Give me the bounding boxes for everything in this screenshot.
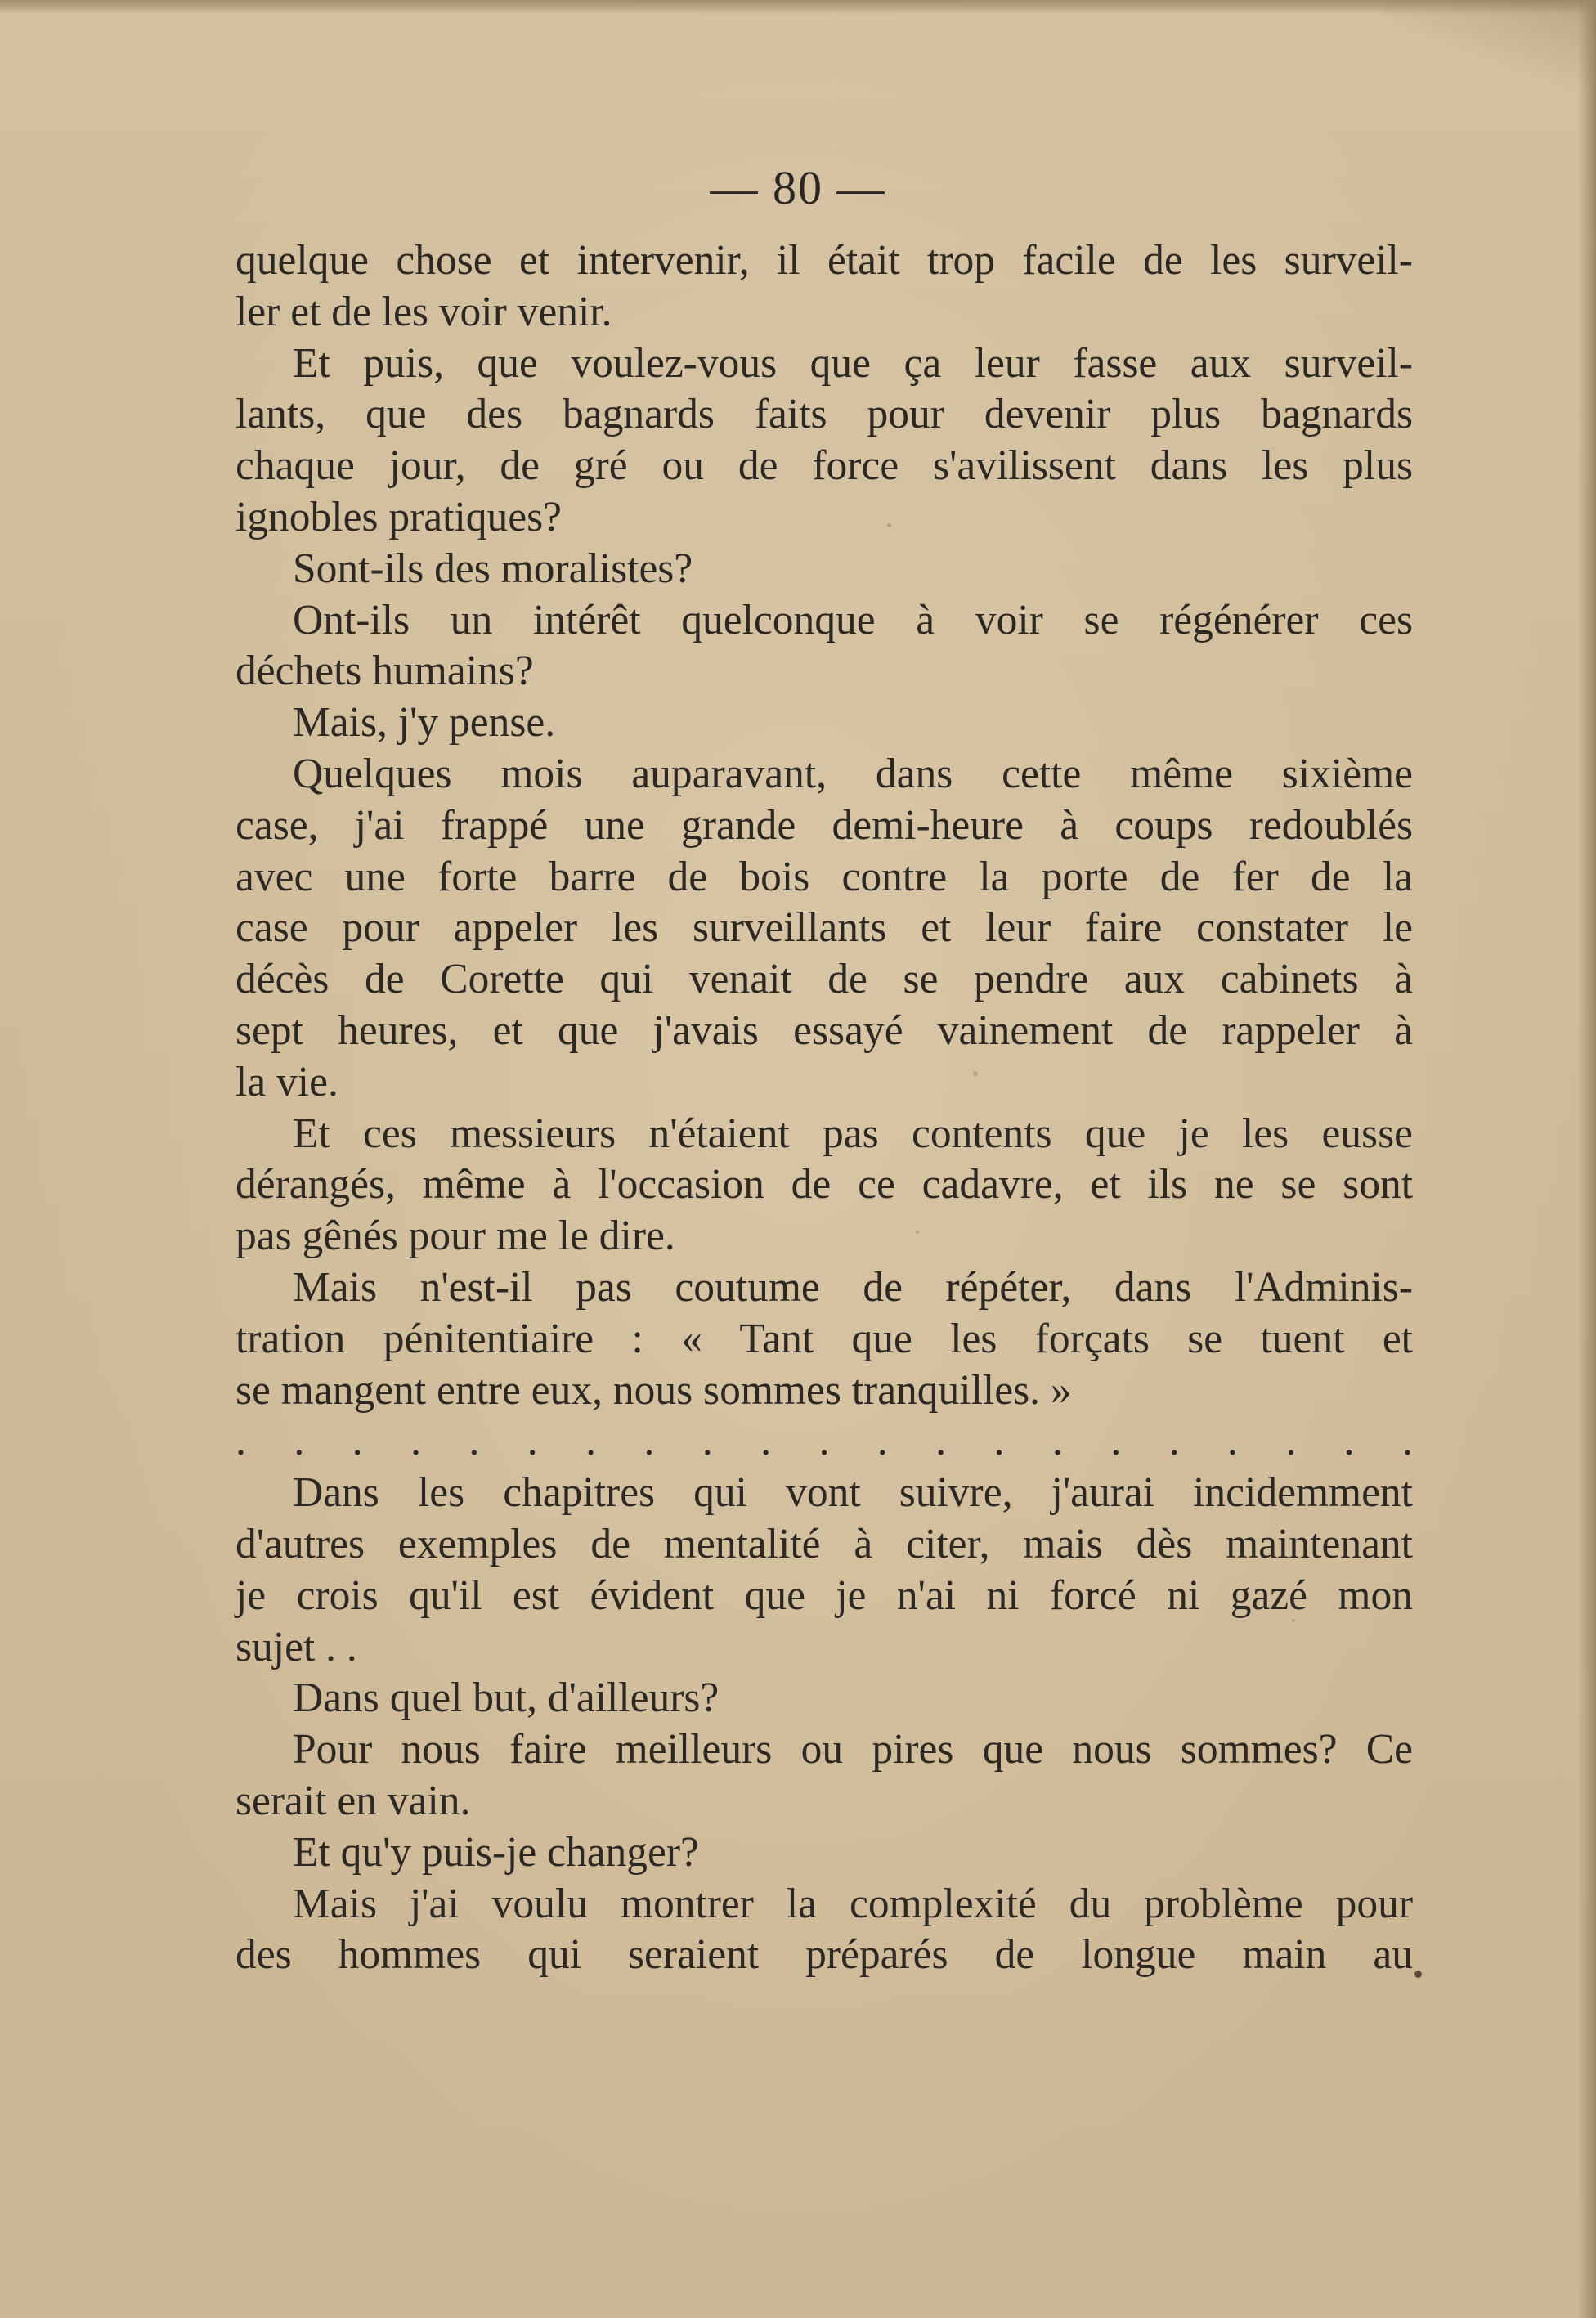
text-line: Mais j'ai voulu montrer la complexité du problème pour [293,1880,1413,1927]
text-line: Mais n'est-il pas coutume de répéter, dans l'Adminis- [293,1263,1413,1311]
text-line: sujet . . [235,1623,357,1670]
text-line: Dans les chapitres qui vont suivre, j'aurai incidemment [293,1469,1413,1517]
text-line: quelque chose et intervenir, il était trop facile de les surveil- [235,237,1413,284]
paper-speck [1292,1619,1295,1622]
text-line: Sont-ils des moralistes? [293,545,693,592]
page-top-edge [0,0,1596,15]
page-corner-shadow [1383,0,1596,90]
text-line: chaque jour, de gré ou de force s'avilissent dans les plus [235,442,1413,490]
text-line: Dans quel but, d'ailleurs? [293,1675,720,1722]
text-line: Pour nous faire meilleurs ou pires que nous sommes? Ce [293,1726,1413,1773]
paper-speck [916,1231,919,1234]
text-line: Quelques mois auparavant, dans cette même sixième [293,750,1413,797]
text-line: serait en vain. [235,1777,471,1824]
text-line: déchets humains? [235,648,534,695]
text-line: ler et de les voir venir. [235,288,612,335]
text-line: se mangent entre eux, nous sommes tranquilles. » [235,1366,1072,1414]
body-text [235,235,1413,1981]
text-line: tration pénitentiaire : « Tant que les forçats se tuent et [235,1315,1413,1362]
text-line: ignobles pratiques? [235,493,563,540]
text-line: la vie. [235,1058,338,1105]
text-line: dérangés, même à l'occasion de ce cadavre, et ils ne se sont [235,1161,1413,1208]
text-line: des hommes qui seraient préparés de longue main au [235,1931,1413,1979]
text-line: case pour appeler les surveillants et leur faire constater le [235,904,1413,952]
page-right-edge [1578,0,1596,2318]
text-line: Mais, j'y pense. [293,699,556,747]
text-line: sept heures, et que j'avais essayé vainement de rappeler à [235,1007,1413,1054]
section-separator: . . . . . . . . . . . . . . . . . . . . . [235,1418,1413,1465]
text-line: Et puis, que voulez-vous que ça leur fasse aux surveil- [293,339,1413,387]
text-line: pas gênés pour me le dire. [235,1213,675,1260]
text-line: d'autres exemples de mentalité à citer, mais dès maintenant [235,1520,1413,1567]
text-line: décès de Corette qui venait de se pendre aux cabinets à [235,956,1413,1003]
text-line: Et qu'y puis-je changer? [293,1828,699,1876]
text-line: avec une forte barre de bois contre la porte de fer de la [235,853,1413,900]
paper-speck [1414,1971,1422,1978]
text-line: case, j'ai frappé une grande demi-heure à coups redoublés [235,801,1413,849]
text-line: je crois qu'il est évident que je n'ai ni forcé ni gazé mon [235,1571,1413,1619]
paper-speck [887,523,891,527]
page-number: — 80 — [710,161,886,214]
paper-speck [973,1071,978,1076]
text-line: lants, que des bagnards faits pour devenir plus bagnards [235,391,1413,438]
text-line: Ont-ils un intérêt quelconque à voir se régénérer ces [293,596,1413,643]
text-line: Et ces messieurs n'étaient pas contents que je les eusse [293,1110,1413,1157]
